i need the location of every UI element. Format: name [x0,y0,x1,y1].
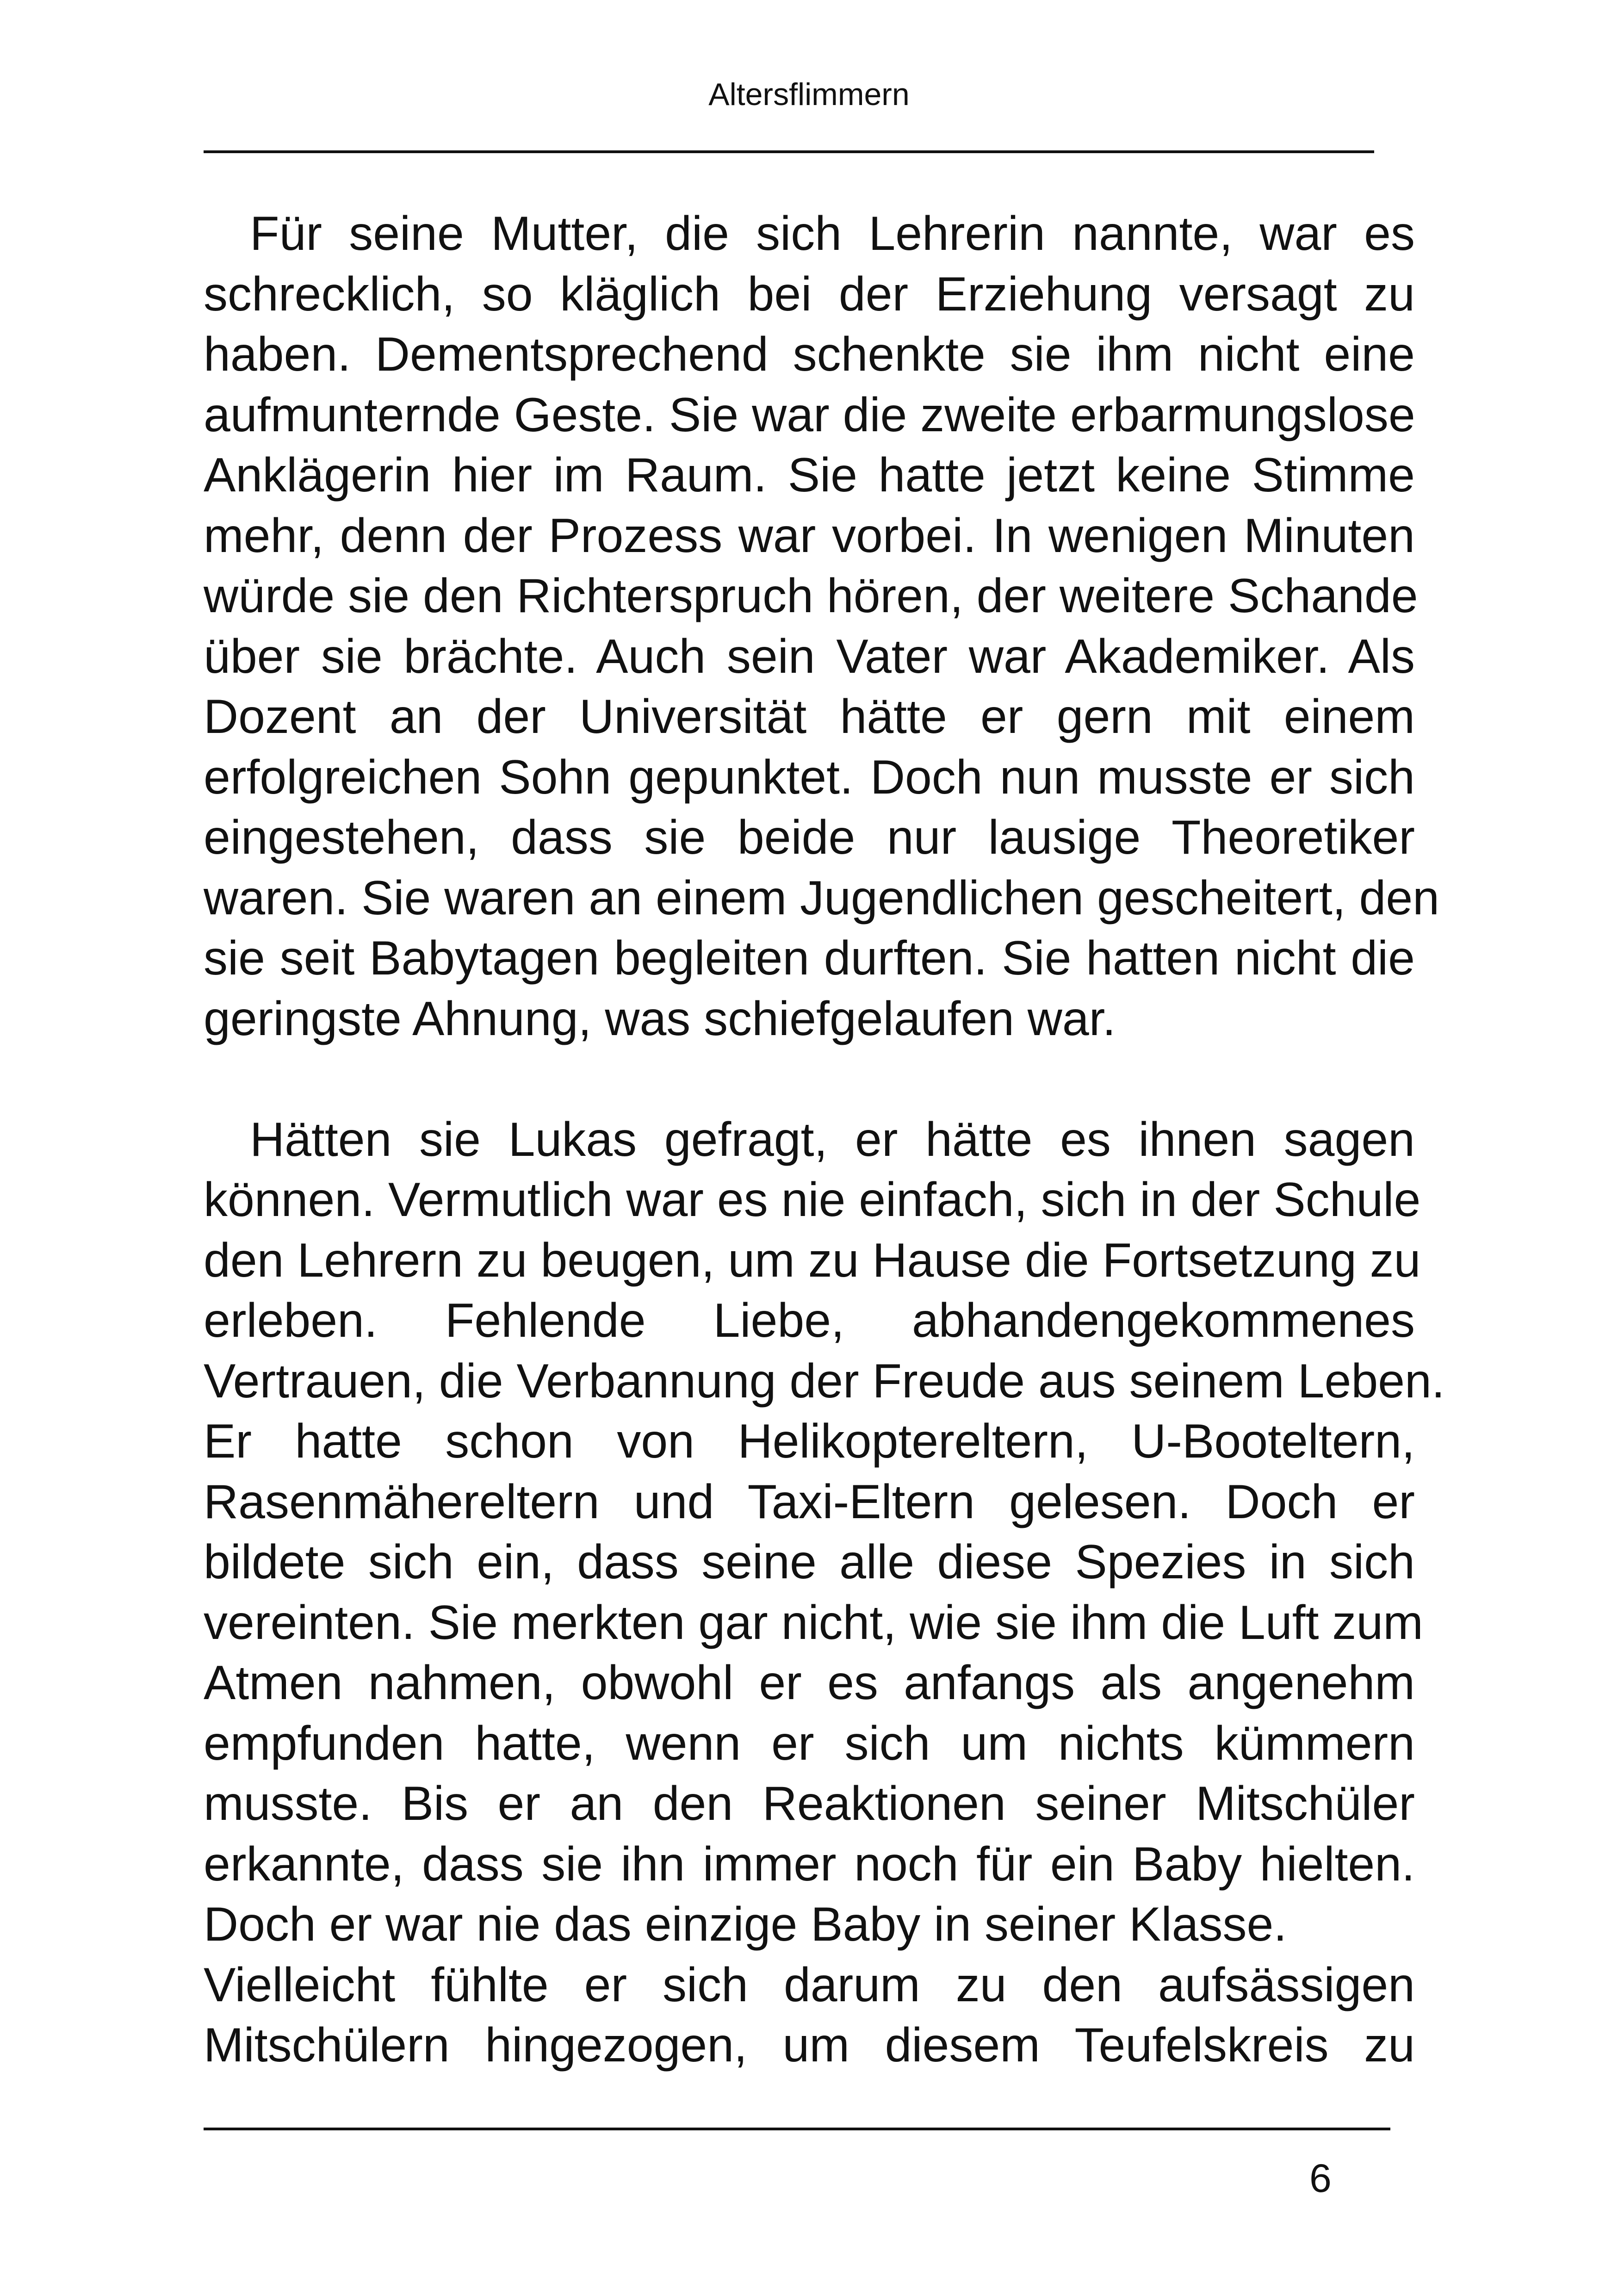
paragraph-3 [204,1955,1415,2076]
text-line: Anklägerin hier im Raum. Sie hatte jetzt keine Stimme [204,448,1415,502]
text-line: haben. Dementsprechend schenkte sie ihm nicht eine [204,328,1415,381]
header-rule [204,150,1374,153]
text-line: können. Vermutlich war es nie einfach, sich in der Schule [204,1173,1421,1227]
text-line: eingestehen, dass sie beide nur lausige Theoretiker [204,811,1415,864]
text-line: würde sie den Richterspruch hören, der weitere Schande [204,569,1418,623]
paragraph-gap [204,1049,1415,1110]
text-line: vereinten. Sie merkten gar nicht, wie sie ihm die Luft zum [204,1595,1423,1650]
text-line: Rasenmähereltern und Taxi-Eltern gelesen. Doch er [204,1475,1415,1529]
footer-rule [204,2128,1390,2130]
text-line: Vertrauen, die Verbannung der Freude aus seinem Leben. [204,1354,1445,1408]
page-number: 6 [1309,2156,1332,2201]
text-line: Mitschülern hingezogen, um diesem Teufelskreis zu [204,2018,1415,2072]
text-line: Vielleicht fühlte er sich darum zu den aufsässigen [204,1958,1415,2012]
text-line: aufmunternde Geste. Sie war die zweite erbarmungslose [204,388,1415,442]
text-line: erkannte, dass sie ihn immer noch für ein Baby hielten. [204,1837,1415,1891]
text-line: über sie brächte. Auch sein Vater war Akademiker. Als [204,629,1415,683]
text-line: erleben. Fehlende Liebe, abhandengekommenes [204,1294,1415,1347]
body-text [204,204,1445,2076]
text-line: mehr, denn der Prozess war vorbei. In wenigen Minuten [204,509,1415,563]
text-line: Hätten sie Lukas gefragt, er hätte es ihnen sagen [250,1112,1415,1167]
text-line: sie seit Babytagen begleiten durften. Sie hatten nicht die [204,931,1415,985]
text-line: Doch er war nie das einzige Baby in seiner Klasse. [204,1898,1287,1951]
text-line: Atmen nahmen, obwohl er es anfangs als angenehm [204,1656,1415,1710]
text-line: empfunden hatte, wenn er sich um nichts kümmern [204,1716,1415,1770]
text-line: musste. Bis er an den Reaktionen seiner Mitschüler [204,1777,1415,1831]
text-line: Dozent an der Universität hätte er gern mit einem [204,690,1415,744]
text-line: erfolgreichen Sohn gepunktet. Doch nun musste er sich [204,750,1415,804]
text-line: Für seine Mutter, die sich Lehrerin nannte, war es [250,207,1415,261]
text-line: waren. Sie waren an einem Jugendlichen gescheitert, den [204,871,1439,925]
text-line: den Lehrern zu beugen, um zu Hause die Fortsetzung zu [204,1233,1421,1287]
text-line: Er hatte schon von Helikoptereltern, U-Booteltern, [204,1415,1415,1468]
paragraph-2 [204,1110,1445,1955]
text-line: geringste Ahnung, was schiefgelaufen war. [204,992,1116,1046]
text-line: bildete sich ein, dass seine alle diese Spezies in sich [204,1535,1415,1589]
text-line: schrecklich, so kläglich bei der Erziehung versagt zu [204,267,1415,321]
running-header: Altersflimmern [708,77,910,112]
paragraph-1 [204,204,1439,1049]
